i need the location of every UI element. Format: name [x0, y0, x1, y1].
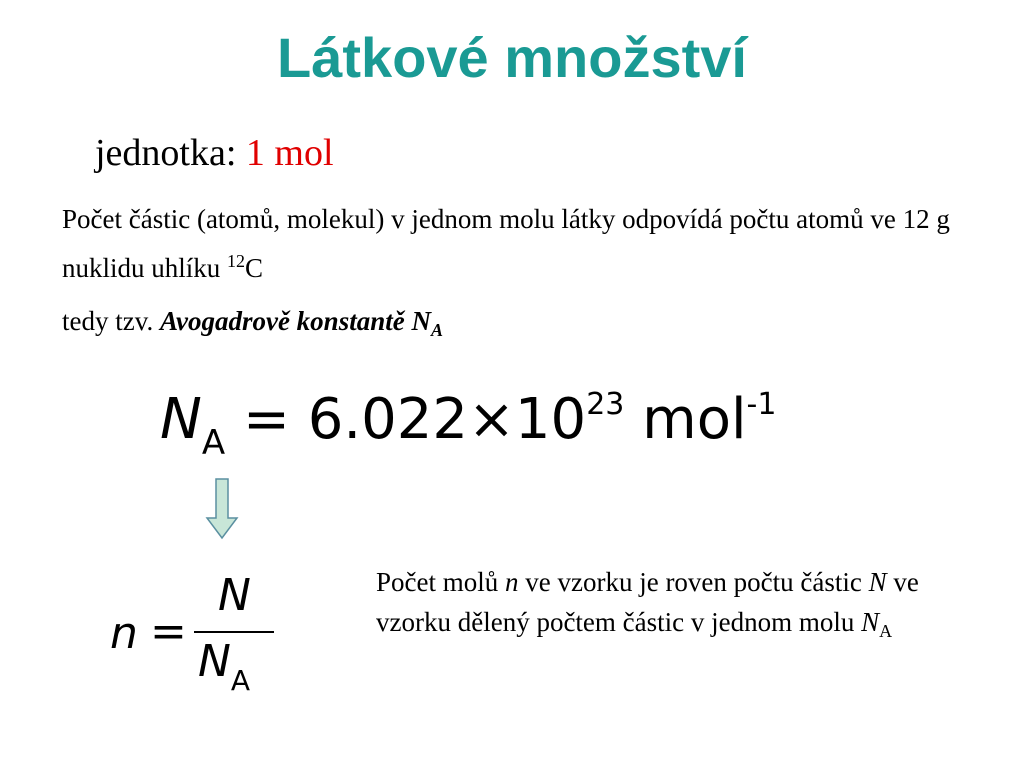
na-subscript: A: [201, 423, 226, 463]
avogadro-subscript: A: [430, 320, 443, 340]
explanation-part2: ve vzorku je roven počtu částic: [518, 567, 869, 597]
explanation-var-n: n: [505, 567, 519, 597]
explanation-var-N: N: [868, 567, 887, 597]
equals-sign: =: [225, 387, 308, 452]
formula-denominator: [198, 636, 250, 697]
explanation-var-NA: N: [861, 607, 880, 637]
avogadro-prefix: tedy tzv.: [62, 306, 160, 336]
avogadro-emphasis-text: Avogadrově konstantě: [159, 306, 412, 336]
explanation-part1: Počet molů: [376, 567, 505, 597]
unit-line: [95, 128, 334, 178]
isotope-symbol: C: [245, 253, 264, 283]
definition-paragraph: [62, 198, 962, 289]
unit-value: 1 mol: [245, 132, 334, 174]
formula-numerator: N: [218, 570, 251, 621]
formula-equals: =: [150, 606, 187, 657]
unit-label: jednotka:: [95, 132, 246, 174]
avogadro-unit: mol: [624, 387, 747, 452]
avogadro-unit-exponent: -1: [746, 387, 777, 422]
avogadro-exponent: 23: [586, 387, 625, 422]
avogadro-emphasis: [159, 306, 443, 340]
na-symbol: N: [160, 387, 202, 452]
definition-text: Počet částic (atomů, molekul) v jednom molu látky odpovídá počtu atomů ve 12 g nuklidu uhlíku: [62, 204, 950, 283]
explanation-var-NA-sub: A: [879, 621, 893, 641]
slide-title: Látkové množství: [277, 26, 747, 89]
isotope-mass-number: 12: [227, 251, 246, 271]
explanation-text: [376, 562, 976, 651]
denominator-subscript: A: [230, 664, 251, 697]
avogadro-paragraph: [62, 300, 962, 351]
mole-formula: [110, 570, 280, 700]
fraction-bar: [194, 631, 274, 633]
explanation-part3: ve vzorku dělený počtem částic v jednom molu: [376, 567, 919, 637]
down-arrow-icon: [205, 478, 239, 540]
avogadro-equation: [160, 372, 776, 476]
formula-n: n: [110, 608, 138, 659]
avogadro-symbol: N: [411, 306, 431, 336]
denominator-symbol: N: [198, 636, 231, 687]
avogadro-value: 6.022×10: [307, 387, 587, 452]
